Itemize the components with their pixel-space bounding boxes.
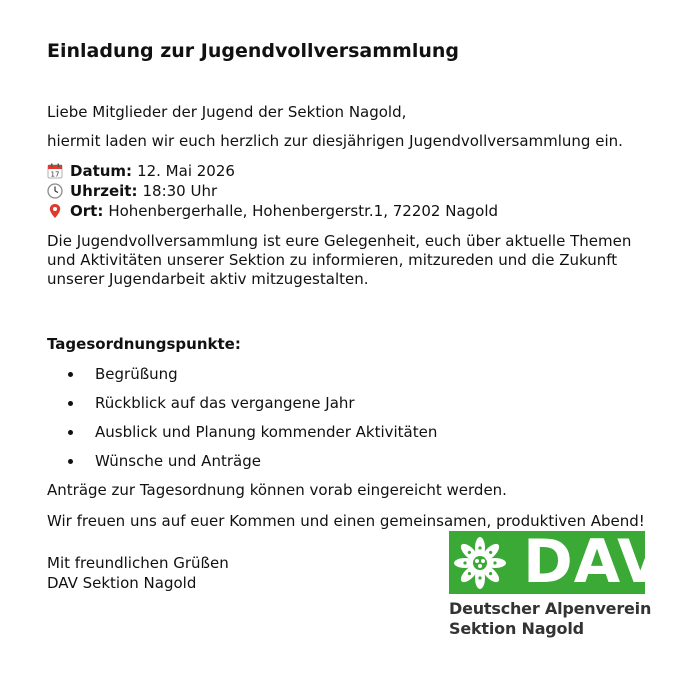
agenda-item-text: Rückblick auf das vergangene Jahr <box>95 394 355 412</box>
invitation-document <box>47 38 662 531</box>
detail-label: Datum: <box>70 162 133 180</box>
intro-text: hiermit laden wir euch herzlich zur diesjährigen Jugendvollversammlung ein. <box>47 132 623 150</box>
detail-value: 12. Mai 2026 <box>137 162 235 180</box>
signoff-line: Mit freundlichen Grüßen <box>47 554 229 572</box>
signoff-line: DAV Sektion Nagold <box>47 574 197 592</box>
dav-logo <box>449 527 665 639</box>
bullet-icon <box>68 430 73 435</box>
event-details <box>47 161 662 221</box>
detail-value: 18:30 Uhr <box>142 182 218 200</box>
detail-label: Ort: <box>70 202 104 220</box>
note-text: Anträge zur Tagesordnung können vorab eingereicht werden. <box>47 481 507 499</box>
signoff <box>47 553 229 593</box>
description-text: Die Jugendvollversammlung ist eure Gelegenheit, euch über aktuelle Themen und Aktivitäten unserer Sektion zu informieren, mitzureden und die Zukunft unserer Jugendarbeit aktiv mitzugestalten. <box>47 232 632 288</box>
greeting: Liebe Mitglieder der Jugend der Sektion Nagold, <box>47 103 407 121</box>
agenda-list <box>47 364 662 480</box>
agenda-item <box>47 364 662 393</box>
agenda-item <box>47 422 662 451</box>
detail-date <box>47 161 662 181</box>
pin-icon <box>47 203 63 219</box>
detail-value: Hohenbergerhalle, Hohenbergerstr.1, 72202 Nagold <box>108 202 499 220</box>
logo-badge <box>449 527 665 597</box>
detail-location <box>47 201 662 221</box>
bullet-icon <box>68 459 73 464</box>
detail-label: Uhrzeit: <box>70 182 138 200</box>
clock-icon <box>47 183 63 199</box>
bullet-icon <box>68 372 73 377</box>
logo-mark: DAV <box>523 527 665 597</box>
calendar-icon <box>47 163 63 179</box>
agenda-item-text: Begrüßung <box>95 365 178 383</box>
agenda-item <box>47 451 662 480</box>
page-title: Einladung zur Jugendvollversammlung <box>47 40 459 62</box>
agenda-heading: Tagesordnungspunkte: <box>47 335 241 353</box>
logo-section-name: Sektion Nagold <box>449 619 584 638</box>
detail-time <box>47 181 662 201</box>
logo-org-name: Deutscher Alpenverein <box>449 599 652 618</box>
svg-text:17: 17 <box>50 170 60 179</box>
agenda-item <box>47 393 662 422</box>
edelweiss-icon <box>452 535 508 591</box>
agenda-item-text: Ausblick und Planung kommender Aktivitäten <box>95 423 438 441</box>
closing-text: Wir freuen uns auf euer Kommen und einen gemeinsamen, produktiven Abend! <box>47 512 645 530</box>
agenda-item-text: Wünsche und Anträge <box>95 452 261 470</box>
bullet-icon <box>68 401 73 406</box>
